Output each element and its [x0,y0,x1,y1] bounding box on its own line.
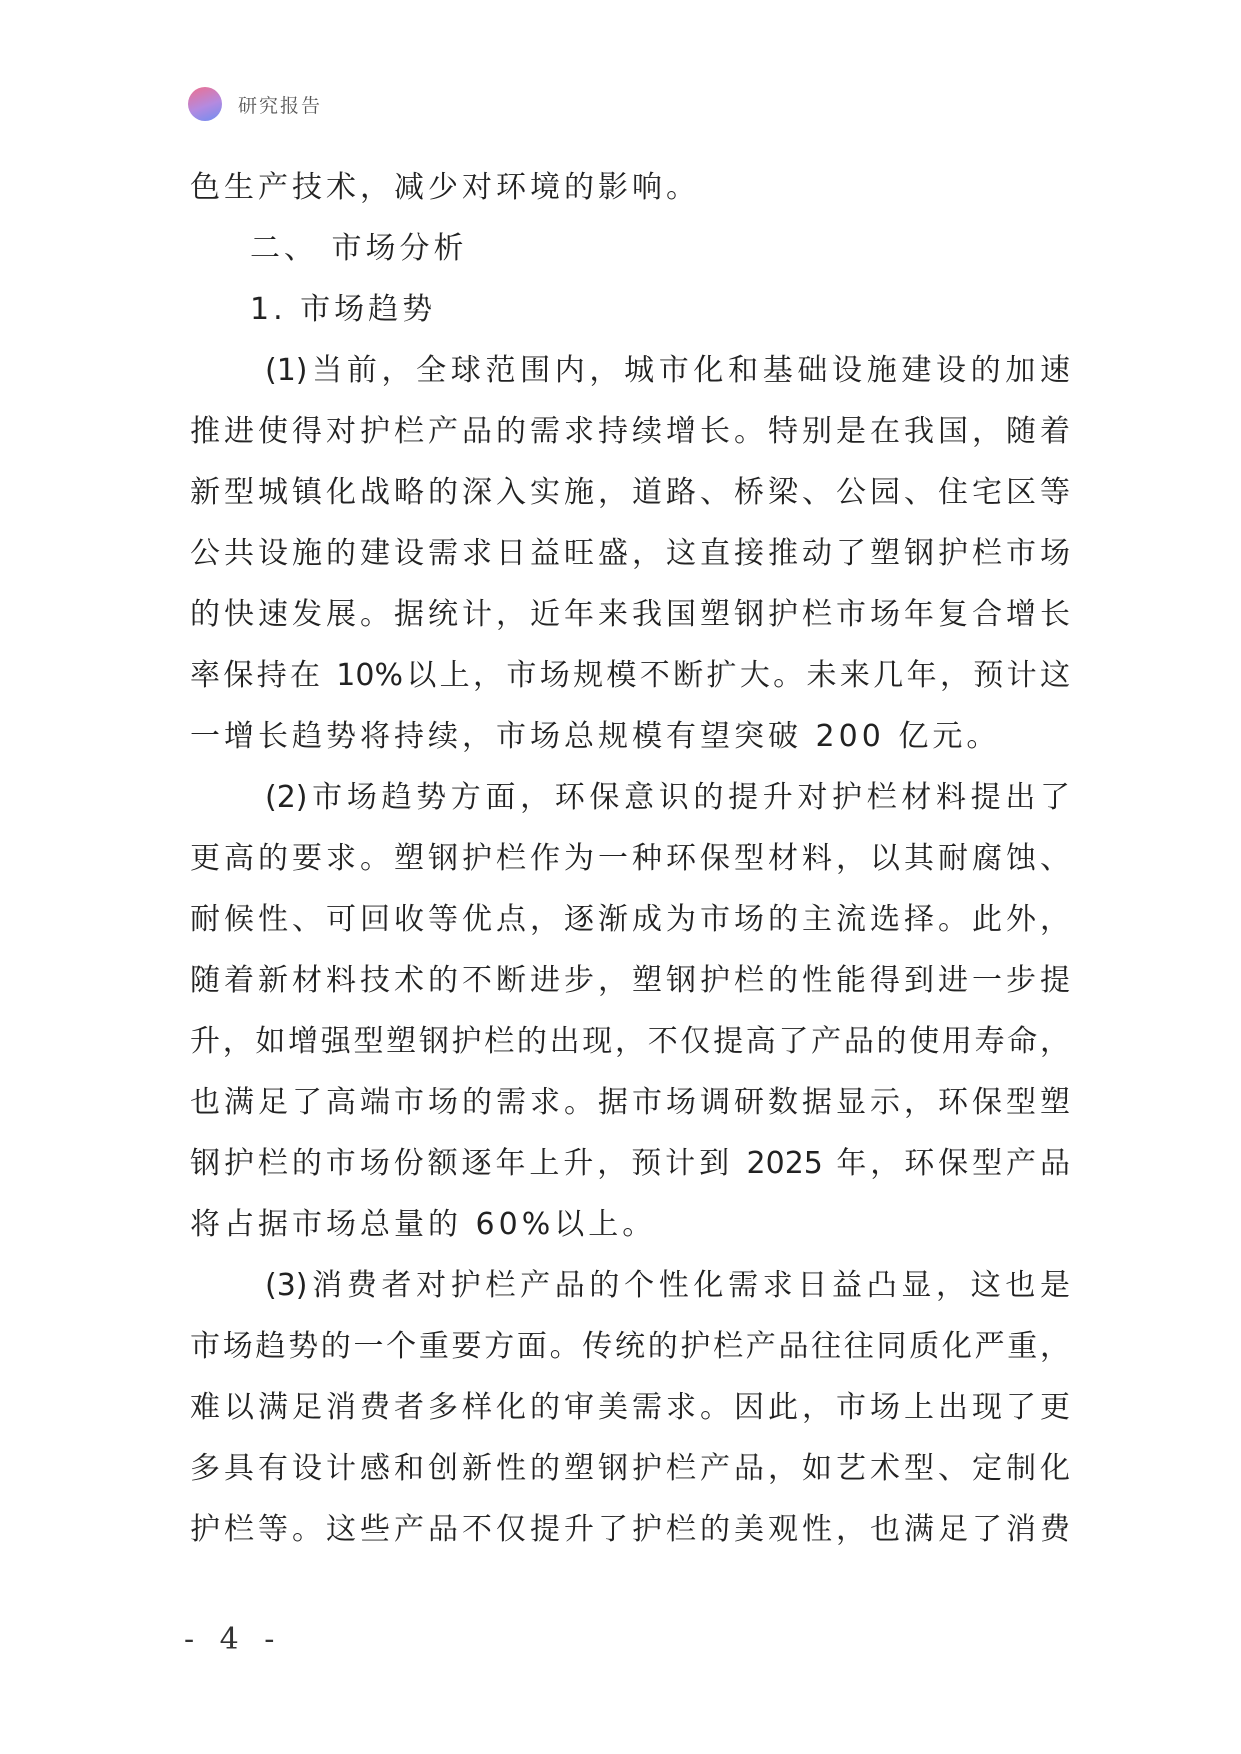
paragraph-line: 随着新材料技术的不断进步，塑钢护栏的性能得到进一步提 [190,963,1070,998]
logo-icon [188,87,222,121]
paragraph-line: 难以满足消费者多样化的审美需求。因此，市场上出现了更 [190,1390,1070,1425]
paragraph-line: 的快速发展。据统计，近年来我国塑钢护栏市场年复合增长 [190,597,1070,632]
paragraph-line: 公共设施的建设需求日益旺盛，这直接推动了塑钢护栏市场 [190,536,1070,571]
paragraph-line: 更高的要求。塑钢护栏作为一种环保型材料，以其耐腐蚀、 [190,841,1070,876]
paragraph-line: 市场趋势的一个重要方面。传统的护栏产品往往同质化严重， [190,1329,1070,1364]
paragraph-line: 将占据市场总量的 60%以上。 [190,1207,657,1242]
paragraph-line: 升，如增强型塑钢护栏的出现，不仅提高了产品的使用寿命， [190,1024,1070,1059]
section-heading: 二、 市场分析 [250,231,468,266]
paragraph-line: (1)当前，全球范围内，城市化和基础设施建设的加速 [265,353,1070,388]
paragraph-line: 一增长趋势将持续，市场总规模有望突破 200 亿元。 [190,719,1001,754]
document-body [190,157,1070,1560]
paragraph-line: (3)消费者对护栏产品的个性化需求日益凸显，这也是 [265,1268,1070,1303]
paragraph-line: 新型城镇化战略的深入实施，道路、桥梁、公园、住宅区等 [190,475,1070,510]
paragraph-line: 率保持在 10%以上，市场规模不断扩大。未来几年，预计这 [190,658,1070,693]
paragraph-line: 耐候性、可回收等优点，逐渐成为市场的主流选择。此外， [190,902,1070,937]
paragraph-line: (2)市场趋势方面，环保意识的提升对护栏材料提出了 [265,780,1070,815]
paragraph-line: 色生产技术，减少对环境的影响。 [190,170,700,205]
paragraph-line: 也满足了高端市场的需求。据市场调研数据显示，环保型塑 [190,1085,1070,1120]
page-number: - 4 - [184,1622,283,1657]
paragraph-line: 推进使得对护栏产品的需求持续增长。特别是在我国，随着 [190,414,1070,449]
subsection-heading: 1. 市场趋势 [250,292,437,327]
paragraph-line: 护栏等。这些产品不仅提升了护栏的美观性，也满足了消费 [190,1512,1070,1547]
paragraph-line: 钢护栏的市场份额逐年上升，预计到 2025 年，环保型产品 [190,1146,1070,1181]
header-title: 研究报告 [238,94,323,117]
paragraph-line: 多具有设计感和创新性的塑钢护栏产品，如艺术型、定制化 [190,1451,1070,1486]
report-header [188,86,322,122]
